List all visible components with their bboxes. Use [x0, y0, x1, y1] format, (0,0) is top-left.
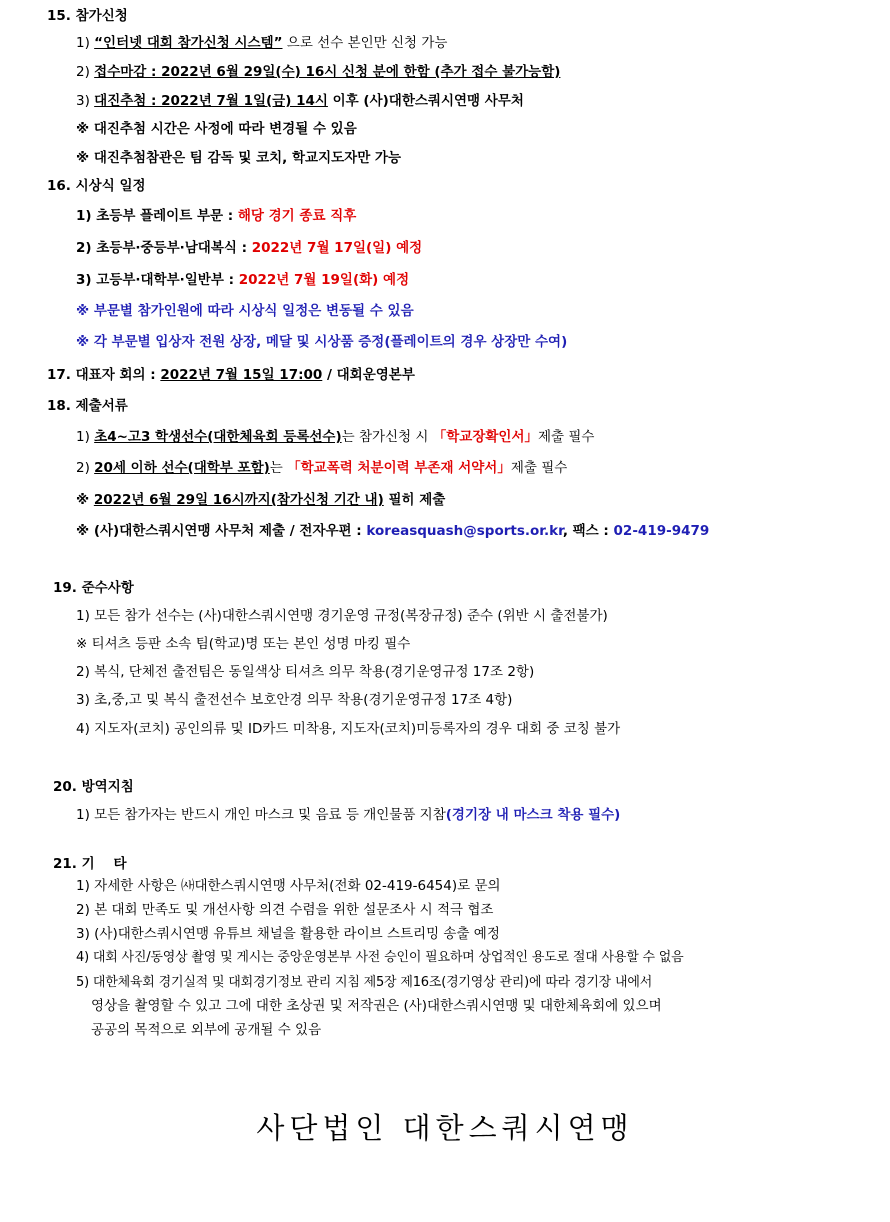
s20-item-1-mask: (경기장 내 마스크 착용 필수): [445, 807, 621, 823]
s18-item-1-target: 초4~고3 학생선수(대한체육회 등록선수): [94, 429, 342, 445]
s15-item-2-text: 접수마감 : 2022년 6월 29일(수) 16시 신청 분에 한함 (추가 접수 불가능함): [94, 64, 561, 80]
s21-item-5-line-2: 영상을 촬영할 수 있고 그에 대한 초상권 및 저작권은 (사)대한스쿼시연맹 및 대한체육회에 있으며: [91, 998, 662, 1014]
section-16-title: 16. 시상식 일정: [47, 178, 146, 194]
s15-item-1-num: 1): [76, 35, 95, 51]
organization-name: 사단법인 대한스쿼시연맹: [256, 1111, 634, 1145]
s15-item-1-rest: 으로 선수 본인만 신청 가능: [282, 35, 448, 51]
s17-place: / 대회운영본부: [322, 367, 415, 383]
s21-item-1: 1) 자세한 사항은 ㈔대한스쿼시연맹 사무처(전화 02-419-6454)로 문의: [76, 878, 501, 894]
s15-item-1: [76, 34, 447, 52]
s15-item-2-num: 2): [76, 64, 95, 80]
s15-note-2: ※ 대진추첨참관은 팀 감독 및 코치, 학교지도자만 가능: [76, 150, 402, 166]
s16-note-2: ※ 각 부문별 입상자 전원 상장, 메달 및 시상품 증정(플레이트의 경우 상장만 수여): [76, 334, 568, 350]
s16-item-3: [76, 271, 409, 289]
s19-note-1: ※ 티셔츠 등판 소속 팀(학교)명 또는 본인 성명 마킹 필수: [76, 636, 411, 652]
s18-note-2-label: ※ (사)대한스쿼시연맹 사무처 제출 / 전자우편 :: [76, 523, 367, 539]
s18-note-2-fax-label: , 팩스 :: [562, 523, 614, 539]
s18-item-1: [76, 428, 594, 446]
s21-item-2: 2) 본 대회 만족도 및 개선사항 의견 수렴을 위한 설문조사 시 적극 협조: [76, 902, 494, 918]
s15-item-1-system: “인터넷 대회 참가신청 시스템”: [94, 35, 283, 51]
s15-item-3-rest: 이후 (사)대한스쿼시연맹 사무처: [327, 93, 524, 109]
s18-note-1-mark: ※: [76, 492, 94, 508]
fax-number: 02-419-9479: [613, 523, 710, 539]
s18-note-1: [76, 491, 445, 509]
section-17: [47, 366, 415, 384]
s18-item-1-tail: 제출 필수: [537, 429, 595, 445]
s16-item-2: [76, 239, 422, 257]
section-15-title: 15. 참가신청: [47, 8, 128, 24]
s18-item-2-tail: 제출 필수: [510, 460, 568, 476]
s20-item-1-text: 1) 모든 참가자는 반드시 개인 마스크 및 음료 등 개인물품 지참: [76, 807, 446, 823]
s18-item-1-num: 1): [76, 429, 95, 445]
s16-item-1-label: 1) 초등부 플레이트 부문 :: [76, 208, 238, 224]
s15-item-2: [76, 63, 560, 81]
s16-note-1: ※ 부문별 참가인원에 따라 시상식 일정은 변동될 수 있음: [76, 303, 414, 319]
section-19-title: 19. 준수사항: [53, 580, 134, 596]
s19-item-1: 1) 모든 참가 선수는 (사)대한스쿼시연맹 경기운영 규정(복장규정) 준수 (위반 시 출전불가): [76, 608, 608, 624]
email-link[interactable]: koreasquash@sports.or.kr: [366, 523, 563, 539]
s19-item-4: 4) 지도자(코치) 공인의류 및 ID카드 미착용, 지도자(코치)미등록자의 경우 대회 중 코칭 불가: [76, 721, 621, 737]
s18-note-1-tail: 필히 제출: [383, 492, 446, 508]
s21-item-5-line-3: 공공의 목적으로 외부에 공개될 수 있음: [91, 1022, 322, 1038]
s16-item-3-label: 3) 고등부·대학부·일반부 :: [76, 272, 239, 288]
s18-item-1-doc: 「학교장확인서」: [432, 429, 538, 445]
s21-item-5: 5) 대한체육회 경기실적 및 대회경기정보 관리 지침 제5장 제16조(경기영상 관리)에 따라 경기장 내에서: [76, 975, 653, 990]
s15-item-3-draw: 대진추첨 : 2022년 7월 1일(금) 14시: [94, 93, 328, 109]
s18-item-2-num: 2): [76, 460, 95, 476]
s18-item-1-mid: 는 참가신청 시: [341, 429, 433, 445]
s18-item-2-target: 20세 이하 선수(대학부 포함): [94, 460, 270, 476]
section-18-title: 18. 제출서류: [47, 398, 128, 414]
section-20-title: 20. 방역지침: [53, 779, 134, 795]
s18-note-1-deadline: 2022년 6월 29일 16시까지(참가신청 기간 내): [93, 492, 384, 508]
s18-item-2: [76, 459, 567, 477]
s16-item-1: [76, 207, 356, 225]
s17-label: 17. 대표자 회의 :: [47, 367, 161, 383]
s18-item-2-doc: 「학교폭력 처분이력 부존재 서약서」: [287, 460, 511, 476]
s20-item-1: [76, 806, 620, 824]
s19-item-3: 3) 초,중,고 및 복식 출전선수 보호안경 의무 착용(경기운영규정 17조 4항): [76, 692, 513, 708]
s16-item-2-date: 2022년 7월 17일(일) 예정: [251, 240, 423, 256]
s16-item-1-time: 해당 경기 종료 직후: [237, 208, 357, 224]
s18-note-2: [76, 522, 709, 540]
s15-note-1: ※ 대진추첨 시간은 사정에 따라 변경될 수 있음: [76, 121, 357, 137]
s15-item-3-num: 3): [76, 93, 95, 109]
s18-item-2-mid: 는: [269, 460, 288, 476]
s17-datetime: 2022년 7월 15일 17:00: [160, 367, 323, 383]
s21-item-3: 3) (사)대한스쿼시연맹 유튜브 채널을 활용한 라이브 스트리밍 송출 예정: [76, 926, 500, 942]
s21-item-4: 4) 대회 사진/동영상 촬영 및 게시는 중앙운영본부 사전 승인이 필요하며 상업적인 용도로 절대 사용할 수 없음: [76, 950, 684, 965]
s16-item-3-date: 2022년 7월 19일(화) 예정: [238, 272, 410, 288]
s16-item-2-label: 2) 초등부·중등부·남대복식 :: [76, 240, 252, 256]
s15-item-3: [76, 92, 524, 110]
section-21-title: 21. 기 타: [53, 856, 127, 872]
s19-item-2: 2) 복식, 단체전 출전팀은 동일색상 티셔츠 의무 착용(경기운영규정 17조 2항): [76, 664, 535, 680]
